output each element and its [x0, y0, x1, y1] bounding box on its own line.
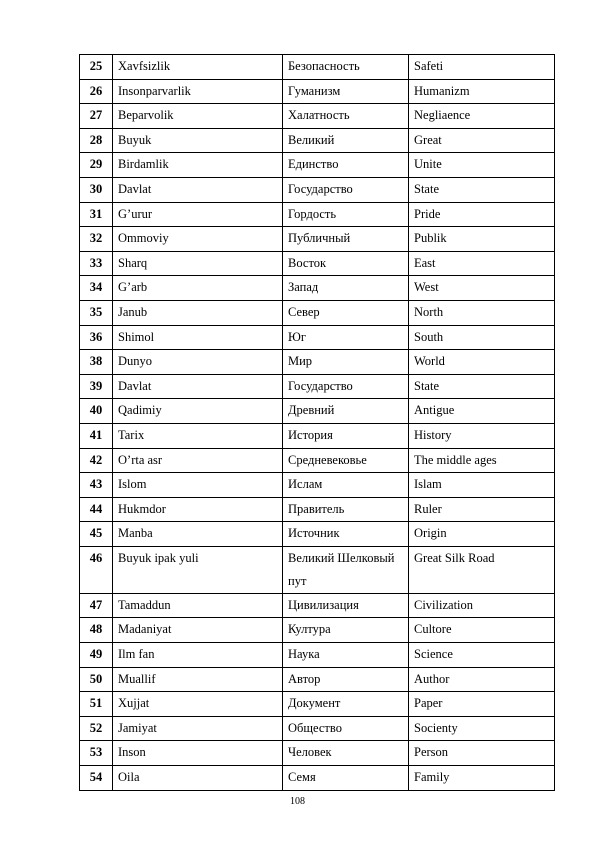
english-term: Publik — [409, 227, 555, 252]
russian-term: Запад — [283, 276, 409, 301]
table-row — [80, 104, 555, 129]
uzbek-term: Janub — [113, 300, 283, 325]
russian-term: Общество — [283, 716, 409, 741]
table-row — [80, 667, 555, 692]
row-number: 26 — [80, 79, 113, 104]
uzbek-term: Qadimiy — [113, 399, 283, 424]
russian-term: Юг — [283, 325, 409, 350]
row-number: 49 — [80, 643, 113, 668]
table-row — [80, 399, 555, 424]
row-number: 48 — [80, 618, 113, 643]
vocabulary-table — [79, 54, 555, 791]
table-row — [80, 618, 555, 643]
uzbek-term: Xujjat — [113, 692, 283, 717]
uzbek-term: Beparvolik — [113, 104, 283, 129]
uzbek-term: Dunyo — [113, 350, 283, 375]
russian-term: Великий — [283, 128, 409, 153]
english-term: Antigue — [409, 399, 555, 424]
english-term: The middle ages — [409, 448, 555, 473]
table-row — [80, 276, 555, 301]
row-number: 40 — [80, 399, 113, 424]
uzbek-term: Buyuk — [113, 128, 283, 153]
russian-term: История — [283, 423, 409, 448]
table-row — [80, 741, 555, 766]
row-number: 36 — [80, 325, 113, 350]
english-term: Great — [409, 128, 555, 153]
english-term: Civilization — [409, 593, 555, 618]
english-term: Paper — [409, 692, 555, 717]
russian-term: Документ — [283, 692, 409, 717]
uzbek-term: Davlat — [113, 177, 283, 202]
table-row — [80, 350, 555, 375]
russian-term: Источник — [283, 522, 409, 547]
russian-term: Север — [283, 300, 409, 325]
table-row — [80, 177, 555, 202]
table-row — [80, 153, 555, 178]
table-row — [80, 423, 555, 448]
russian-term: Автор — [283, 667, 409, 692]
english-term: Negliaence — [409, 104, 555, 129]
english-term: West — [409, 276, 555, 301]
english-term: North — [409, 300, 555, 325]
table-row — [80, 766, 555, 791]
uzbek-term: Ilm fan — [113, 643, 283, 668]
russian-term: Гуманизм — [283, 79, 409, 104]
english-term: Author — [409, 667, 555, 692]
english-term: Pride — [409, 202, 555, 227]
page-number: 108 — [290, 796, 305, 807]
russian-term: Цивилизация — [283, 593, 409, 618]
row-number: 34 — [80, 276, 113, 301]
table-row — [80, 716, 555, 741]
russian-term: Восток — [283, 251, 409, 276]
uzbek-term: Hukmdor — [113, 497, 283, 522]
english-term: State — [409, 374, 555, 399]
uzbek-term: Birdamlik — [113, 153, 283, 178]
uzbek-term: G’urur — [113, 202, 283, 227]
english-term: World — [409, 350, 555, 375]
row-number: 50 — [80, 667, 113, 692]
row-number: 25 — [80, 55, 113, 80]
uzbek-term: Jamiyat — [113, 716, 283, 741]
table-row — [80, 227, 555, 252]
table-row — [80, 374, 555, 399]
uzbek-term: Muallif — [113, 667, 283, 692]
english-term: Great Silk Road — [409, 546, 555, 593]
uzbek-term: Buyuk ipak yuli — [113, 546, 283, 593]
table-row — [80, 473, 555, 498]
uzbek-term: Ommoviy — [113, 227, 283, 252]
row-number: 31 — [80, 202, 113, 227]
row-number: 52 — [80, 716, 113, 741]
row-number: 44 — [80, 497, 113, 522]
russian-term: Гордость — [283, 202, 409, 227]
russian-term: Семя — [283, 766, 409, 791]
row-number: 42 — [80, 448, 113, 473]
russian-term: Култура — [283, 618, 409, 643]
uzbek-term: Shimol — [113, 325, 283, 350]
russian-term: Государство — [283, 177, 409, 202]
row-number: 27 — [80, 104, 113, 129]
russian-term: Наука — [283, 643, 409, 668]
table-row — [80, 202, 555, 227]
russian-term: Человек — [283, 741, 409, 766]
uzbek-term: Sharq — [113, 251, 283, 276]
english-term: Unite — [409, 153, 555, 178]
table-row — [80, 55, 555, 80]
row-number: 33 — [80, 251, 113, 276]
russian-term: Древний — [283, 399, 409, 424]
russian-term: Публичный — [283, 227, 409, 252]
table-row — [80, 448, 555, 473]
table-row — [80, 643, 555, 668]
table-row — [80, 251, 555, 276]
uzbek-term: G’arb — [113, 276, 283, 301]
row-number: 45 — [80, 522, 113, 547]
english-term: State — [409, 177, 555, 202]
english-term: Islam — [409, 473, 555, 498]
row-number: 54 — [80, 766, 113, 791]
russian-term: Государство — [283, 374, 409, 399]
russian-term: Ислам — [283, 473, 409, 498]
english-term: Origin — [409, 522, 555, 547]
english-term: Safeti — [409, 55, 555, 80]
row-number: 46 — [80, 546, 113, 593]
uzbek-term: Xavfsizlik — [113, 55, 283, 80]
row-number: 38 — [80, 350, 113, 375]
english-term: East — [409, 251, 555, 276]
uzbek-term: Islom — [113, 473, 283, 498]
vocabulary-table-body — [80, 55, 555, 791]
row-number: 29 — [80, 153, 113, 178]
english-term: Science — [409, 643, 555, 668]
uzbek-term: Inson — [113, 741, 283, 766]
table-row — [80, 497, 555, 522]
russian-term: Халатность — [283, 104, 409, 129]
uzbek-term: Davlat — [113, 374, 283, 399]
row-number: 43 — [80, 473, 113, 498]
row-number: 39 — [80, 374, 113, 399]
table-row — [80, 522, 555, 547]
english-term: Family — [409, 766, 555, 791]
row-number: 51 — [80, 692, 113, 717]
uzbek-term: Manba — [113, 522, 283, 547]
table-row — [80, 692, 555, 717]
russian-term: Безопасность — [283, 55, 409, 80]
russian-term: Правитель — [283, 497, 409, 522]
english-term: Cultore — [409, 618, 555, 643]
english-term: South — [409, 325, 555, 350]
uzbek-term: Insonparvarlik — [113, 79, 283, 104]
table-row — [80, 128, 555, 153]
table-row — [80, 325, 555, 350]
english-term: Person — [409, 741, 555, 766]
russian-term: Единство — [283, 153, 409, 178]
russian-term: Средневековье — [283, 448, 409, 473]
russian-term: Мир — [283, 350, 409, 375]
russian-term: Великий Шелковый пут — [283, 546, 409, 593]
row-number: 47 — [80, 593, 113, 618]
uzbek-term: O’rta asr — [113, 448, 283, 473]
english-term: Socienty — [409, 716, 555, 741]
english-term: Ruler — [409, 497, 555, 522]
row-number: 30 — [80, 177, 113, 202]
uzbek-term: Madaniyat — [113, 618, 283, 643]
table-row — [80, 300, 555, 325]
uzbek-term: Tarix — [113, 423, 283, 448]
uzbek-term: Tamaddun — [113, 593, 283, 618]
row-number: 53 — [80, 741, 113, 766]
uzbek-term: Oila — [113, 766, 283, 791]
table-row — [80, 593, 555, 618]
table-row — [80, 546, 555, 593]
row-number: 35 — [80, 300, 113, 325]
row-number: 28 — [80, 128, 113, 153]
english-term: Humanizm — [409, 79, 555, 104]
english-term: History — [409, 423, 555, 448]
table-row — [80, 79, 555, 104]
row-number: 32 — [80, 227, 113, 252]
row-number: 41 — [80, 423, 113, 448]
